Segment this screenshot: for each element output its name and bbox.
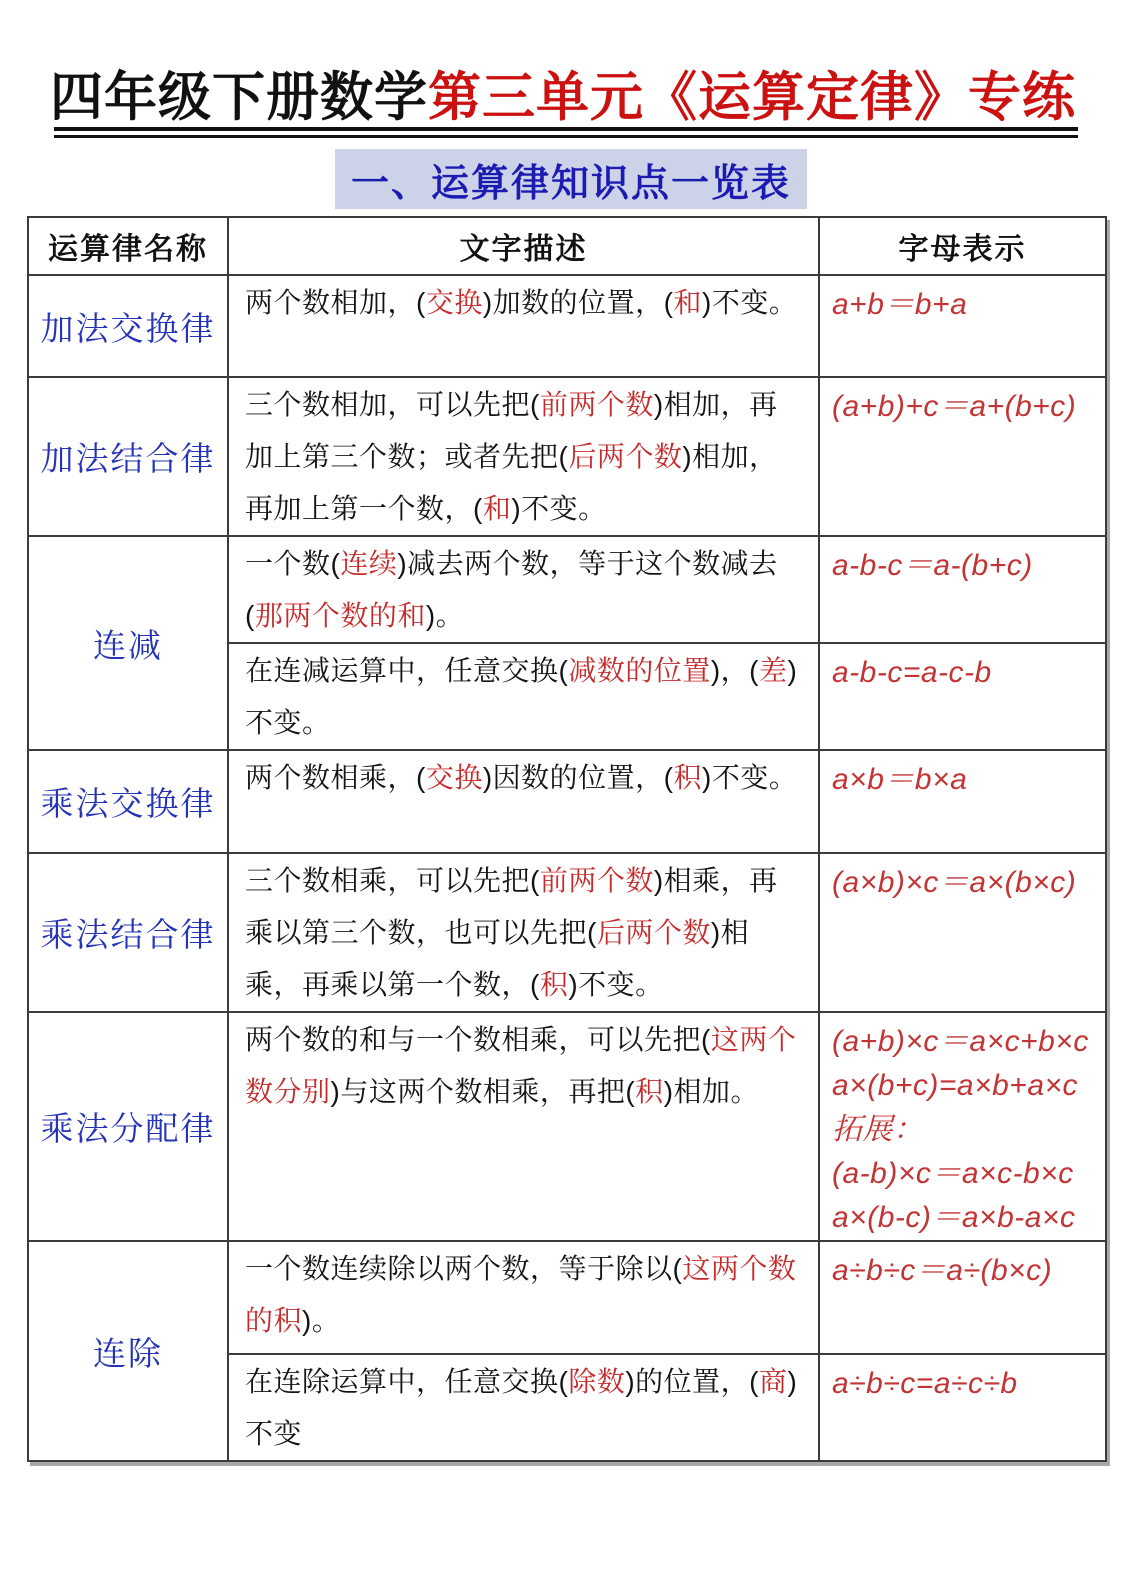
description-text: )相加，再加上第三个数；或者先把( xyxy=(245,389,778,472)
description-emphasis-text: 交换 xyxy=(425,762,483,793)
laws-table-body xyxy=(28,275,1106,1461)
law-formula-cell xyxy=(819,536,1106,643)
law-formula-cell xyxy=(819,1012,1106,1241)
description-text: )减去两个数，等于这个数减去( xyxy=(245,548,778,631)
formula-line: a÷b÷c＝a÷(b×c) xyxy=(832,1254,1053,1287)
law-description-cell xyxy=(228,275,819,377)
header-cell-formula: 字母表示 xyxy=(819,217,1106,275)
description-text: )不变 xyxy=(245,1366,798,1449)
table-row xyxy=(28,536,1106,643)
formula-line: a×(b-c)＝a×b-a×c xyxy=(832,1201,1076,1234)
description-text: 在连除运算中，任意交换( xyxy=(245,1366,569,1397)
table-header-row xyxy=(28,217,1106,275)
description-emphasis-text: 那两个数的和 xyxy=(254,600,426,631)
law-description-cell xyxy=(228,643,819,750)
description-text: )加数的位置，( xyxy=(482,287,674,318)
description-emphasis-text: 后两个数 xyxy=(596,917,711,948)
law-description-cell xyxy=(228,1241,819,1354)
description-text: )，( xyxy=(710,655,759,686)
law-description-cell xyxy=(228,1012,819,1241)
description-text: )相加，再加上第一个数，( xyxy=(245,441,778,524)
description-emphasis-text: 积 xyxy=(673,762,703,793)
description-text: )相乘，再乘以第一个数，( xyxy=(245,917,750,1000)
description-text: )因数的位置，( xyxy=(482,762,674,793)
description-text: 一个数( xyxy=(245,548,341,579)
table-row xyxy=(28,1241,1106,1354)
table-row xyxy=(28,750,1106,853)
description-text: )的位置，( xyxy=(625,1366,759,1397)
table-row xyxy=(28,853,1106,1012)
description-text: )。 xyxy=(425,600,465,631)
section-heading: 一、运算律知识点一览表 xyxy=(335,149,807,209)
description-emphasis-text: 前两个数 xyxy=(539,865,654,896)
description-emphasis-text: 交换 xyxy=(425,287,483,318)
description-emphasis-text: 和 xyxy=(482,493,512,524)
header-cell-law-name: 运算律名称 xyxy=(28,217,228,275)
law-description-cell xyxy=(228,377,819,536)
law-formula-cell xyxy=(819,1354,1106,1461)
formula-line: a+b＝b+a xyxy=(832,288,968,321)
description-text: )与这两个数相乘，再把( xyxy=(330,1076,636,1107)
title-underline-divider xyxy=(54,127,1078,138)
description-text: 两个数的和与一个数相乘，可以先把( xyxy=(245,1024,711,1055)
description-emphasis-text: 积 xyxy=(635,1076,664,1107)
formula-line: a-b-c=a-c-b xyxy=(832,656,992,689)
description-text: 三个数相乘，可以先把( xyxy=(245,865,540,896)
description-text: )不变。 xyxy=(568,969,664,1000)
law-description-cell xyxy=(228,750,819,853)
description-text: )相乘，再乘以第三个数，也可以先把( xyxy=(245,865,778,948)
law-formula-cell xyxy=(819,750,1106,853)
description-emphasis-text: 商 xyxy=(759,1366,788,1397)
table-row xyxy=(28,1012,1106,1241)
page-title-red-part: 第三单元《运算定律》专练 xyxy=(428,68,1076,127)
law-name-cell: 加法结合律 xyxy=(28,377,228,536)
formula-line: a×(b+c)=a×b+a×c xyxy=(832,1069,1079,1102)
law-formula-cell xyxy=(819,377,1106,536)
description-text: )相加。 xyxy=(663,1076,760,1107)
description-text: 一个数连续除以两个数，等于除以( xyxy=(245,1253,683,1284)
law-description-cell xyxy=(228,1354,819,1461)
page-title xyxy=(50,55,1090,131)
law-name-cell: 连减 xyxy=(28,536,228,750)
law-formula-cell xyxy=(819,1241,1106,1354)
page-title-black-part: 四年级下册数学 xyxy=(50,68,428,127)
law-name-cell: 加法交换律 xyxy=(28,275,228,377)
description-emphasis-text: 积 xyxy=(539,969,569,1000)
description-emphasis-text: 连续 xyxy=(340,548,398,579)
formula-line: a-b-c＝a-(b+c) xyxy=(832,549,1033,582)
law-name-cell: 乘法分配律 xyxy=(28,1012,228,1241)
description-text: 三个数相加，可以先把( xyxy=(245,389,540,420)
formula-line: (a+b)×c＝a×c+b×c xyxy=(832,1025,1089,1058)
description-text: 在连减运算中，任意交换( xyxy=(245,655,569,686)
law-name-cell: 乘法结合律 xyxy=(28,853,228,1012)
description-emphasis-text: 后两个数 xyxy=(568,441,683,472)
formula-line: a÷b÷c=a÷c÷b xyxy=(832,1367,1018,1400)
operation-laws-table xyxy=(27,216,1107,1462)
table-row xyxy=(28,275,1106,377)
formula-line: (a-b)×c＝a×c-b×c xyxy=(832,1157,1074,1190)
formula-line: a×b＝b×a xyxy=(832,763,968,796)
formula-line: (a×b)×c＝a×(b×c) xyxy=(832,866,1077,899)
header-cell-description: 文字描述 xyxy=(228,217,819,275)
law-description-cell xyxy=(228,536,819,643)
description-text: )不变。 xyxy=(511,493,607,524)
description-emphasis-text: 这两个数的积 xyxy=(245,1253,797,1336)
table-row xyxy=(28,377,1106,536)
description-text: )不变。 xyxy=(245,655,798,738)
description-emphasis-text: 差 xyxy=(759,655,788,686)
description-text: 两个数相乘，( xyxy=(245,762,426,793)
formula-line: 拓展： xyxy=(832,1113,924,1146)
description-emphasis-text: 和 xyxy=(673,287,703,318)
description-emphasis-text: 减数的位置 xyxy=(568,655,711,686)
description-text: )不变。 xyxy=(702,287,798,318)
description-emphasis-text: 除数 xyxy=(568,1366,626,1397)
law-formula-cell xyxy=(819,853,1106,1012)
law-name-cell: 连除 xyxy=(28,1241,228,1461)
law-formula-cell xyxy=(819,643,1106,750)
law-description-cell xyxy=(228,853,819,1012)
description-text: )不变。 xyxy=(702,762,798,793)
description-emphasis-text: 这两个数分别 xyxy=(245,1024,797,1107)
description-text: )。 xyxy=(302,1305,341,1336)
law-formula-cell xyxy=(819,275,1106,377)
description-text: 两个数相加，( xyxy=(245,287,426,318)
formula-line: (a+b)+c＝a+(b+c) xyxy=(832,390,1077,423)
law-name-cell: 乘法交换律 xyxy=(28,750,228,853)
description-emphasis-text: 前两个数 xyxy=(539,389,654,420)
